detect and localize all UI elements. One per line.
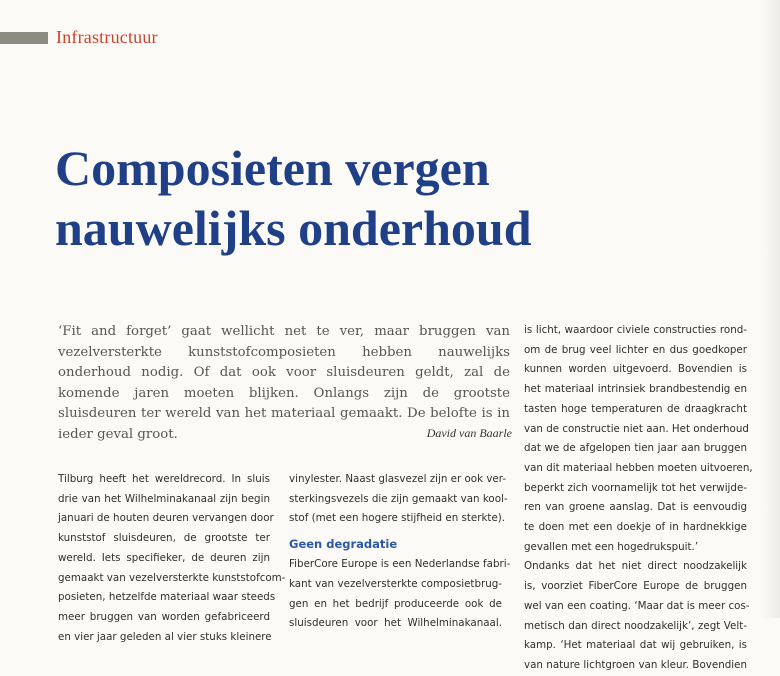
- body-line: beperkt zich voornamelijk tot het verwijde-: [524, 481, 747, 494]
- body-line: om de brug veel lichter en dus goedkoper: [524, 343, 747, 356]
- body-line: januari de houten deuren vervangen door: [58, 512, 274, 525]
- body-line: kunststof sluisdeuren, de grootste ter: [58, 532, 270, 545]
- subheading: Geen degradatie: [289, 537, 398, 552]
- section-label: Infrastructuur: [56, 27, 158, 47]
- body-line: sluisdeuren voor het Wilhelminakanaal.: [289, 617, 502, 630]
- body-line: kunnen worden uitgevoerd. Bovendien is: [524, 363, 747, 376]
- body-line: FiberCore Europe is een Nederlandse fabri-: [289, 558, 511, 571]
- body-line: het materiaal intrinsiek brandbestendig en: [524, 383, 747, 396]
- body-line: wereld. Iets specifieker, de deuren zijn: [58, 551, 270, 564]
- body-line: Tilburg heeft het wereldrecord. In sluis: [58, 473, 270, 485]
- body-line: drie van het Wilhelminakanaal zijn begin: [58, 492, 270, 505]
- body-line: meer bruggen van worden gefabriceerd: [58, 610, 270, 623]
- body-line: is licht, waardoor civiele constructies rond-: [524, 324, 747, 336]
- section-marker-bar: [0, 32, 48, 44]
- body-line: wel van een coating. ‘Maar dat is meer cos-: [524, 599, 750, 612]
- body-line: metisch dan direct noodzakelijk’, zegt Velt-: [524, 619, 747, 632]
- body-line: en vier jaar geleden al vier stuks kleinere: [58, 630, 272, 643]
- author-byline: David van Baarle: [426, 426, 512, 440]
- body-line: te doen met een doekje of in hardnekkige: [524, 521, 747, 534]
- headline-line-1: Composieten vergen: [55, 140, 490, 196]
- body-line: vinylester. Naast glasvezel zijn er ook ver-: [289, 473, 507, 485]
- body-line: is, voorziet FiberCore Europe de bruggen: [524, 580, 747, 593]
- body-line: sterkingsvezels die zijn gemaakt van kool-: [289, 492, 508, 505]
- body-column-1: [58, 470, 286, 647]
- body-line: kamp. ‘Het materiaal dat wij gebruiken, is: [524, 639, 747, 652]
- body-line: tasten hoge temperaturen de draagkracht: [524, 402, 747, 415]
- body-line: van nature lichtgroen van kleur. Bovendien: [524, 658, 747, 671]
- body-column-2: [289, 470, 511, 634]
- body-line: ren van groene aanslag. Dat is eenvoudig: [524, 501, 747, 514]
- body-column-3: [524, 321, 753, 676]
- body-line: gen en het bedrijf produceerde ook de: [289, 597, 502, 610]
- body-line: gevallen met een hogedrukspuit.’: [524, 540, 699, 553]
- article-headline: [55, 138, 532, 258]
- headline-line-2: nauwelijks onderhoud: [55, 200, 532, 256]
- body-line: gemaakt van vezelversterkte kunststofcom-: [58, 571, 286, 584]
- page-edge-shadow: [762, 0, 780, 618]
- body-line: van dit materiaal hebben moeten uitvoeren,: [524, 461, 753, 474]
- body-line: Ondanks dat het niet direct noodzakelijk: [524, 560, 747, 573]
- body-line: kant van vezelversterkte composietbrug-: [289, 577, 502, 590]
- body-line: van de constructie niet aan. Het onderhoud: [524, 422, 749, 435]
- body-line: posieten, hetzelfde materiaal waar steeds: [58, 591, 276, 604]
- lead-text: ‘Fit and forget’ gaat wellicht net te ver, maar bruggen van vezelversterkte kunststofcomposieten hebben nauwelijks onderhoud nodig. Of dat ook voor sluisdeuren geldt, zal de komende jaren moeten blijken. Onlangs zijn de grootste sluisdeuren ter wereld van het materiaal gemaakt. De belofte is in ieder geval groot.: [58, 324, 510, 442]
- body-line: stof (met een hogere stijfheid en sterkte).: [289, 512, 506, 525]
- body-line: dat we de afgelopen tien jaar aan bruggen: [524, 442, 747, 455]
